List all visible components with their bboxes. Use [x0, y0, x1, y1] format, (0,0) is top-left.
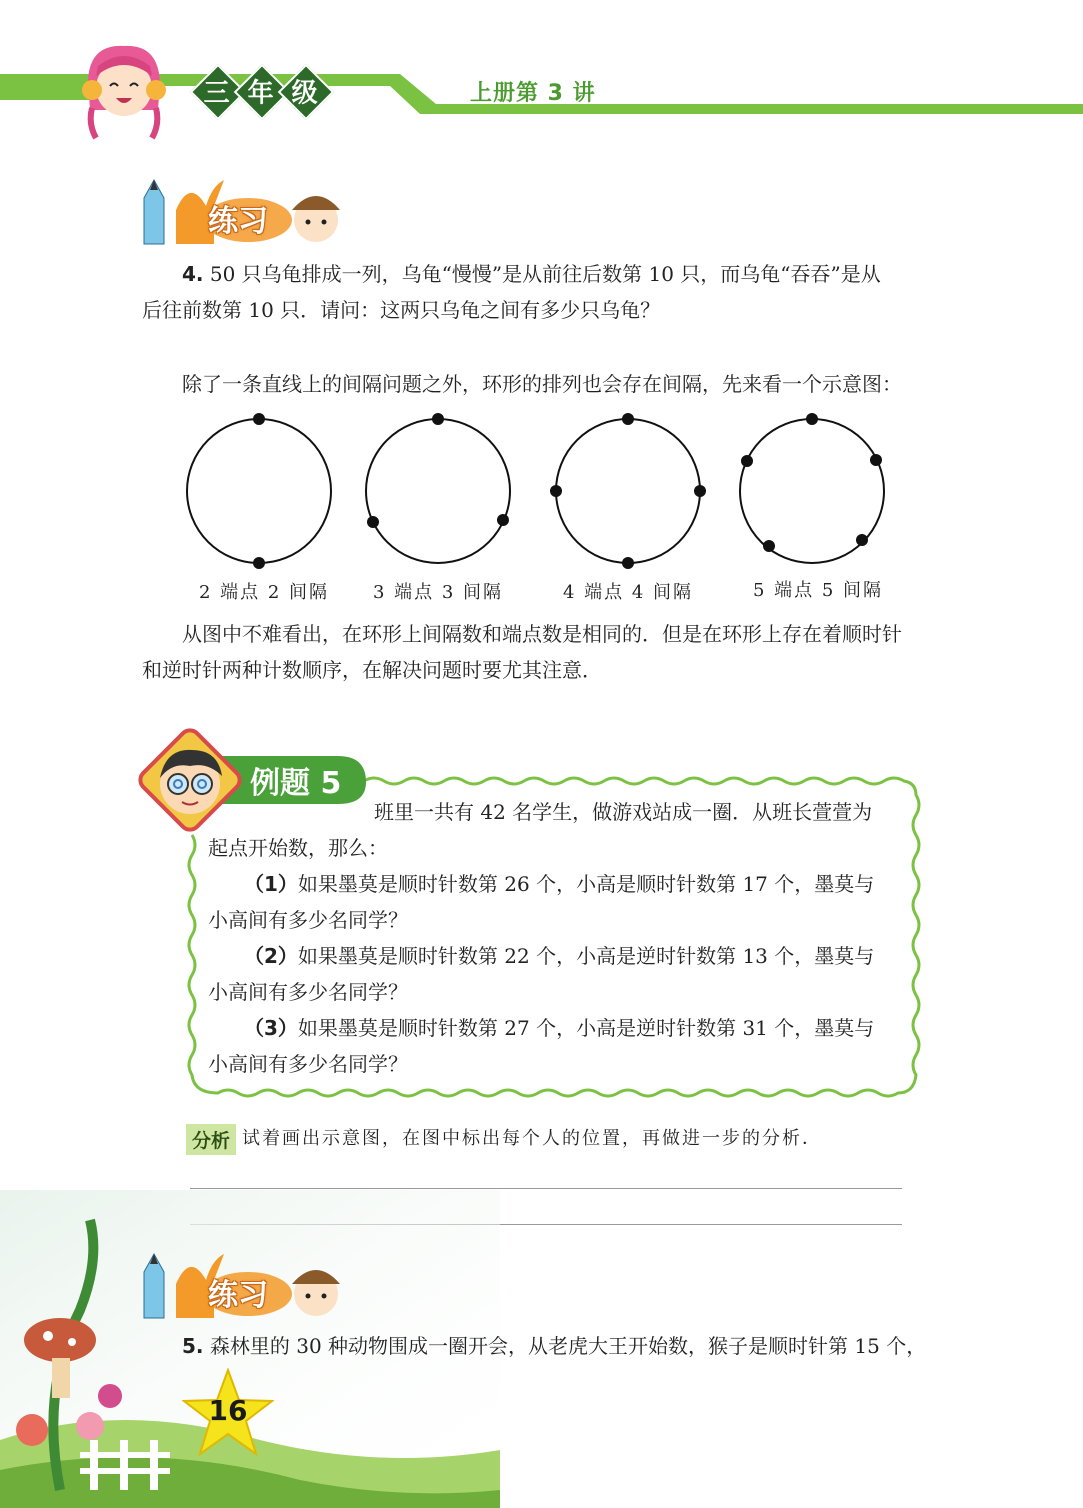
grade-char-2: 年	[247, 78, 274, 109]
example-item-1-num: （1）	[244, 872, 298, 896]
example-item-3-line1: 如果墨莫是顺时针数第 27 个，小高是逆时针数第 31 个，墨莫与	[297, 1016, 875, 1040]
lecture-title: 上册第 3 讲	[470, 81, 596, 106]
example-item-3-line2: 小高间有多少名同学？	[208, 1052, 408, 1076]
problem-5	[142, 1328, 962, 1364]
problem-4-number: 4.	[182, 262, 204, 286]
example-item-2-line1: 如果墨莫是顺时针数第 22 个，小高是逆时针数第 13 个，墨莫与	[297, 944, 875, 968]
example-item-2-line2: 小高间有多少名同学？	[208, 980, 408, 1004]
girl-mascot-icon	[80, 40, 166, 144]
circle-4-points	[550, 413, 706, 569]
example-item-1-line2: 小高间有多少名同学？	[208, 908, 408, 932]
practice-label: 练习	[208, 1278, 268, 1313]
example-item-1-line1: 如果墨莫是顺时针数第 26 个，小高是顺时针数第 17 个，墨莫与	[297, 872, 875, 896]
conclusion-line1: 从图中不难看出，在环形上间隔数和端点数是相同的．但是在环形上存在着顺时针	[182, 622, 902, 646]
circle-2-points	[187, 413, 331, 569]
problem-5-number: 5.	[182, 1334, 204, 1358]
circle-caption-1: 2 端点 2 间隔	[198, 582, 330, 603]
circle-5-points	[740, 413, 884, 563]
grade-char-3: 级	[291, 78, 318, 109]
circle-3-points	[366, 413, 510, 563]
problem-4-line1: 50 只乌龟排成一列，乌龟“慢慢”是从前往后数第 10 只，而乌龟“吞吞”是从	[209, 262, 881, 286]
example-item-3-num: （3）	[244, 1016, 298, 1040]
practice-banner-1	[142, 176, 342, 246]
example-intro-line2: 起点开始数，那么：	[208, 836, 388, 860]
analysis-tag: 分析	[186, 1124, 236, 1155]
analysis-text: 试着画出示意图，在图中标出每个人的位置，再做进一步的分析．	[242, 1128, 822, 1149]
example-item-2-num: （2）	[244, 944, 298, 968]
answer-line-1[interactable]	[190, 1188, 902, 1189]
example-item-3	[208, 1010, 908, 1046]
page-number-badge	[182, 1368, 274, 1456]
practice-banner-2	[142, 1250, 342, 1320]
circle-diagram	[160, 400, 920, 580]
example-title: 例题 5	[250, 766, 342, 801]
problem-4-line2: 后往前数第 10 只．请问：这两只乌龟之间有多少只乌龟？	[142, 298, 661, 322]
grade-char-1: 三	[203, 78, 230, 109]
conclusion-line2: 和逆时针两种计数顺序，在解决问题时要尤其注意．	[142, 658, 602, 682]
circle-caption-4: 5 端点 5 间隔	[752, 580, 884, 601]
example-5-content	[208, 794, 908, 1082]
circle-intro-text: 除了一条直线上的间隔问题之外，环形的排列也会存在间隔，先来看一个示意图：	[182, 372, 902, 396]
conclusion	[142, 616, 962, 688]
grade-badge	[198, 72, 338, 120]
example-intro-line1: 班里一共有 42 名学生，做游戏站成一圈．从班长萱萱为	[374, 800, 873, 824]
example-item-2	[208, 938, 908, 974]
problem-4	[142, 256, 962, 328]
circle-caption-2: 3 端点 3 间隔	[372, 582, 504, 603]
example-item-1	[208, 866, 908, 902]
circle-caption-3: 4 端点 4 间隔	[562, 582, 694, 603]
problem-5-line1: 森林里的 30 种动物围成一圈开会，从老虎大王开始数，猴子是顺时针第 15 个，	[209, 1334, 927, 1358]
practice-label: 练习	[208, 204, 268, 239]
page-number: 16	[208, 1394, 248, 1427]
